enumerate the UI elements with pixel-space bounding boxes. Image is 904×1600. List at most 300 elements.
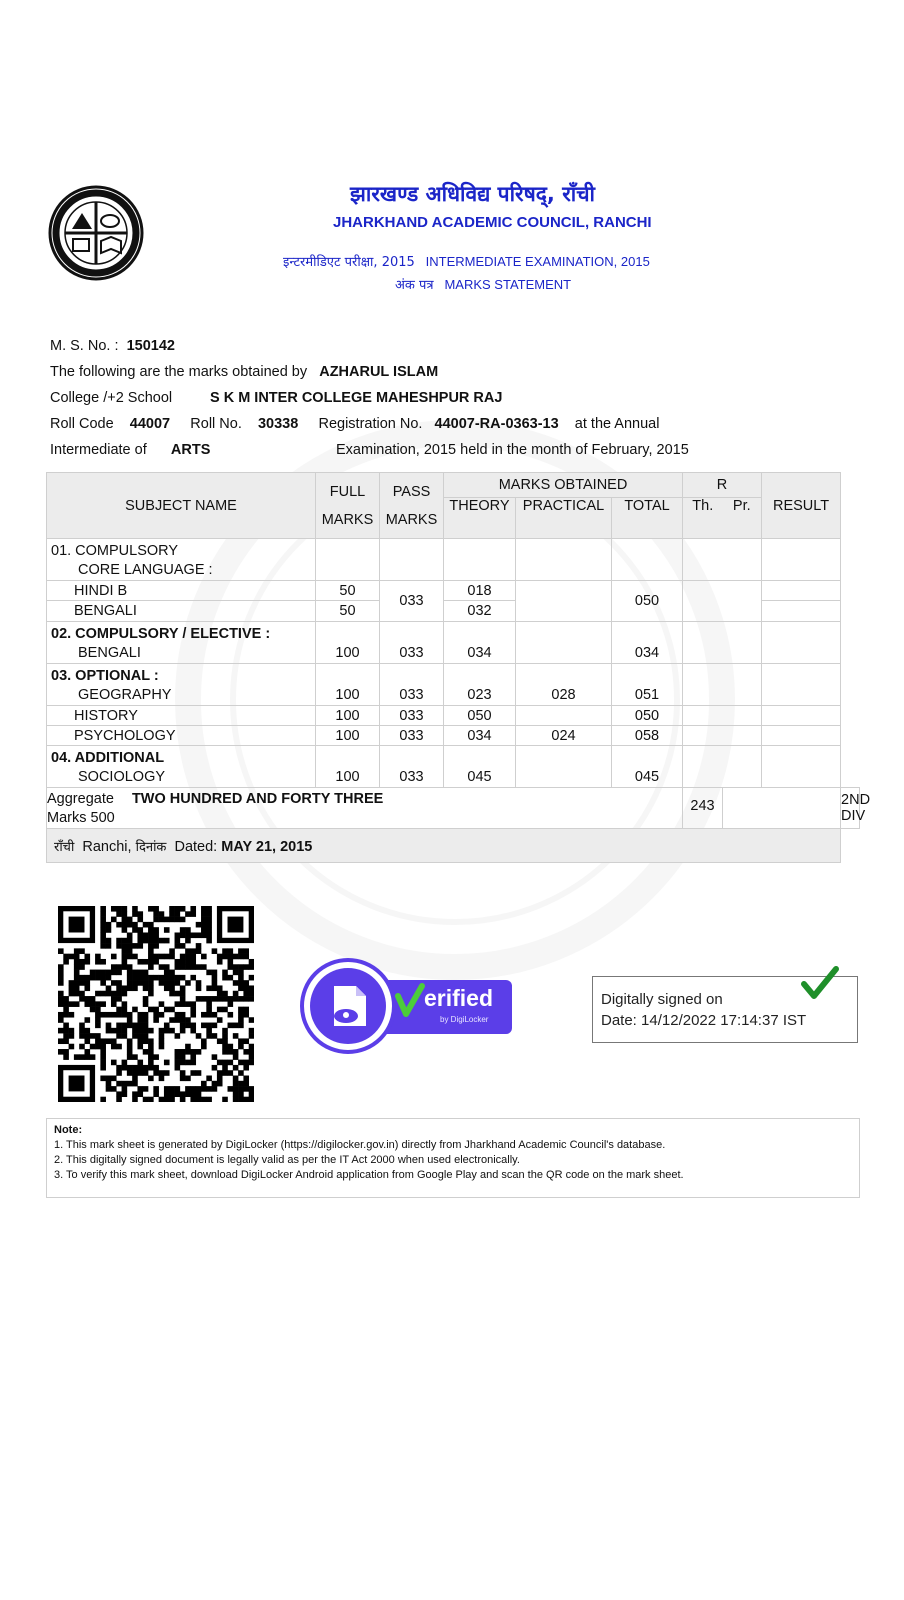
qr-module: [148, 954, 154, 960]
qr-module: [185, 927, 191, 933]
subject-name: SOCIOLOGY: [78, 769, 166, 785]
qr-module: [100, 1044, 106, 1050]
qr-module: [164, 980, 170, 986]
qr-module: [243, 1038, 249, 1044]
qr-module: [249, 1028, 254, 1034]
qr-module: [100, 927, 106, 933]
qr-module: [217, 1007, 223, 1013]
qr-module: [143, 1049, 149, 1055]
qr-module: [185, 980, 191, 986]
qr-module: [159, 975, 165, 981]
qr-module: [106, 1028, 112, 1034]
total-marks: 050: [612, 706, 683, 726]
qr-module: [175, 932, 181, 938]
header-total: TOTAL: [612, 498, 683, 539]
qr-module: [159, 1038, 165, 1044]
qr-module: [122, 1086, 128, 1092]
qr-module: [132, 1070, 138, 1076]
qr-module: [185, 1044, 191, 1050]
qr-module: [137, 1060, 143, 1066]
qr-module: [69, 1028, 75, 1034]
qr-module: [79, 996, 85, 1002]
qr-module: [201, 932, 207, 938]
qr-module: [164, 1028, 170, 1034]
qr-module: [153, 938, 159, 944]
qr-module: [100, 917, 106, 923]
qr-module: [148, 932, 154, 938]
qr-module: [206, 996, 212, 1002]
qr-module: [206, 917, 212, 923]
qr-module: [132, 975, 138, 981]
qr-module: [100, 1012, 106, 1018]
total-marks: 050: [612, 581, 683, 622]
qr-module: [111, 906, 117, 912]
qr-module: [175, 911, 181, 917]
qr-module: [148, 975, 154, 981]
header-marks-obtained: MARKS OBTAINED: [444, 473, 683, 498]
qr-module: [106, 1038, 112, 1044]
qr-module: [153, 975, 159, 981]
qr-module: [169, 985, 175, 991]
qr-module: [100, 1060, 106, 1066]
qr-module: [143, 1001, 149, 1007]
qr-module: [90, 1007, 96, 1013]
theory-marks: 034: [444, 622, 516, 664]
qr-module: [74, 991, 80, 997]
qr-module: [159, 980, 165, 986]
qr-module: [69, 1033, 75, 1039]
qr-module: [58, 996, 64, 1002]
qr-module: [95, 1012, 101, 1018]
group-compulsory: [47, 539, 316, 581]
qr-module: [137, 917, 143, 923]
qr-module: [190, 1060, 196, 1066]
qr-module: [116, 1007, 122, 1013]
qr-module: [84, 959, 90, 965]
qr-module: [228, 1023, 234, 1029]
total-marks: 034: [612, 622, 683, 664]
aggregate-row: [47, 788, 860, 829]
qr-module: [238, 1012, 244, 1018]
qr-module: [222, 1049, 228, 1055]
council-logo: [48, 185, 144, 281]
table-row: [47, 726, 860, 746]
group-1-title: 01. COMPULSORY: [51, 543, 179, 559]
exam-title-english: INTERMEDIATE EXAMINATION, 2015: [425, 254, 650, 269]
qr-module: [143, 1097, 149, 1102]
qr-module: [84, 996, 90, 1002]
qr-module: [201, 1044, 207, 1050]
qr-module: [137, 1065, 143, 1071]
dated-date: MAY 21, 2015: [221, 838, 313, 855]
qr-module: [180, 959, 186, 965]
qr-module: [164, 1091, 170, 1097]
qr-module: [153, 1065, 159, 1071]
qr-module: [143, 1086, 149, 1092]
qr-module: [212, 1081, 218, 1087]
stream: ARTS: [170, 442, 211, 458]
qr-module: [148, 906, 154, 912]
qr-module: [201, 911, 207, 917]
qr-module: [58, 964, 64, 970]
qr-module: [243, 964, 249, 970]
qr-module: [196, 943, 202, 949]
qr-module: [185, 938, 191, 944]
qr-module: [159, 1012, 165, 1018]
full-marks: 100: [316, 746, 380, 788]
qr-module: [116, 1044, 122, 1050]
note-line: 1. This mark sheet is generated by DigiLocker (https://digilocker.gov.in) directly from Jharkhand Academic Council's database.: [54, 1139, 666, 1151]
qr-module: [143, 1070, 149, 1076]
qr-module: [122, 1007, 128, 1013]
subject-name: BENGALI: [78, 645, 141, 661]
qr-module: [63, 1054, 69, 1060]
college-name: S K M INTER COLLEGE MAHESHPUR RAJ: [210, 390, 503, 406]
qr-module: [212, 985, 218, 991]
qr-module: [185, 1023, 191, 1029]
statement-title-hindi: अंक पत्र: [395, 278, 434, 293]
qr-module: [127, 1049, 133, 1055]
qr-module: [222, 1028, 228, 1034]
qr-module: [206, 922, 212, 928]
qr-module: [159, 911, 165, 917]
qr-module: [58, 970, 64, 976]
qr-module: [95, 991, 101, 997]
roll-code: 44007: [129, 416, 171, 432]
qr-module: [58, 1049, 64, 1055]
qr-module: [212, 996, 218, 1002]
table-row: [47, 746, 860, 788]
qr-module: [100, 980, 106, 986]
roll-no-label: Roll No.: [190, 416, 242, 432]
qr-module: [243, 1086, 249, 1092]
qr-module: [180, 917, 186, 923]
qr-module: [122, 954, 128, 960]
full-marks: 100: [316, 622, 380, 664]
ms-label: M. S. No. :: [50, 338, 119, 354]
qr-module: [190, 932, 196, 938]
qr-module: [148, 938, 154, 944]
qr-module: [63, 1007, 69, 1013]
qr-module: [69, 991, 75, 997]
qr-module: [95, 975, 101, 981]
qr-module: [190, 959, 196, 965]
roll-no: 30338: [257, 416, 299, 432]
qr-module: [63, 954, 69, 960]
qr-module: [201, 917, 207, 923]
qr-module: [79, 975, 85, 981]
qr-module: [190, 1070, 196, 1076]
qr-module: [116, 1012, 122, 1018]
qr-module: [233, 1076, 239, 1082]
aggregate-label: Aggregate: [47, 791, 114, 807]
qr-module: [95, 954, 101, 960]
header-r: R: [683, 473, 762, 498]
qr-module: [228, 1001, 234, 1007]
qr-module: [148, 922, 154, 928]
qr-module: [243, 1060, 249, 1066]
qr-module: [153, 932, 159, 938]
qr-code[interactable]: [58, 906, 254, 1102]
full-marks: 50: [316, 581, 380, 601]
qr-module: [63, 996, 69, 1002]
qr-module: [84, 1017, 90, 1023]
qr-module: [206, 938, 212, 944]
qr-module: [180, 975, 186, 981]
qr-module: [206, 1012, 212, 1018]
qr-module: [238, 954, 244, 960]
qr-module: [79, 1054, 85, 1060]
qr-module: [206, 1001, 212, 1007]
aggregate-total: 243: [683, 788, 723, 829]
qr-module: [132, 970, 138, 976]
qr-module: [90, 996, 96, 1002]
qr-module: [175, 943, 181, 949]
qr-module: [111, 1012, 117, 1018]
qr-module: [180, 1028, 186, 1034]
qr-module: [127, 932, 133, 938]
qr-module: [84, 1049, 90, 1055]
qr-module: [196, 985, 202, 991]
qr-module: [148, 1097, 154, 1102]
header-pass-marks: [380, 473, 444, 539]
qr-module: [106, 938, 112, 944]
qr-module: [249, 1086, 254, 1092]
qr-module: [238, 975, 244, 981]
qr-module: [169, 991, 175, 997]
qr-module: [217, 1060, 223, 1066]
qr-module: [116, 938, 122, 944]
qr-module: [127, 1023, 133, 1029]
group-3-cell: [47, 664, 316, 706]
qr-module: [111, 917, 117, 923]
qr-module: [143, 996, 149, 1002]
qr-module: [185, 948, 191, 954]
qr-module: [132, 943, 138, 949]
qr-module: [249, 996, 254, 1002]
qr-module: [180, 1091, 186, 1097]
qr-module: [190, 948, 196, 954]
qr-module: [164, 1070, 170, 1076]
group-4-title: 04. ADDITIONAL: [51, 750, 165, 766]
qr-module: [153, 917, 159, 923]
exam-title: [283, 252, 650, 270]
qr-module: [137, 970, 143, 976]
dated-row: [47, 829, 860, 863]
qr-module: [196, 1070, 202, 1076]
theory-marks: 050: [444, 706, 516, 726]
qr-module: [143, 959, 149, 965]
signature-date: 14/12/2022 17:14:37 IST: [641, 1012, 807, 1029]
qr-module: [95, 1033, 101, 1039]
qr-module: [132, 1091, 138, 1097]
qr-module: [206, 1097, 212, 1102]
qr-module: [185, 1049, 191, 1055]
theory-marks: 045: [444, 746, 516, 788]
qr-module: [180, 996, 186, 1002]
qr-module: [206, 970, 212, 976]
pass-marks: 033: [380, 622, 444, 664]
aggregate-cell: [47, 788, 683, 829]
qr-module: [233, 1091, 239, 1097]
qr-module: [79, 980, 85, 986]
qr-module: [74, 1054, 80, 1060]
qr-module: [180, 1076, 186, 1082]
qr-module: [95, 1044, 101, 1050]
qr-module: [111, 1001, 117, 1007]
qr-module: [127, 1017, 133, 1023]
qr-module: [111, 1076, 117, 1082]
qr-module: [243, 1049, 249, 1055]
qr-module: [164, 970, 170, 976]
qr-module: [148, 927, 154, 933]
qr-finder: [69, 1076, 85, 1092]
qr-module: [69, 1012, 75, 1018]
qr-module: [169, 906, 175, 912]
qr-module: [100, 1065, 106, 1071]
qr-module: [84, 985, 90, 991]
qr-module: [153, 1086, 159, 1092]
qr-module: [190, 906, 196, 912]
dated-cell: [47, 829, 841, 863]
qr-module: [249, 1017, 254, 1023]
qr-module: [143, 985, 149, 991]
qr-module: [132, 1097, 138, 1102]
qr-module: [153, 1091, 159, 1097]
qr-module: [137, 911, 143, 917]
qr-module: [58, 1038, 64, 1044]
aggregate-words: TWO HUNDRED AND FORTY THREE: [131, 791, 384, 807]
qr-module: [169, 1017, 175, 1023]
qr-module: [233, 1033, 239, 1039]
qr-module: [175, 1001, 181, 1007]
practical-marks: 028: [516, 664, 612, 706]
qr-module: [233, 1081, 239, 1087]
qr-module: [132, 1007, 138, 1013]
qr-module: [100, 975, 106, 981]
qr-module: [185, 1086, 191, 1092]
exam-held-text: Examination, 2015 held in the month of February, 2015: [336, 442, 689, 458]
qr-module: [249, 1044, 254, 1050]
qr-module: [212, 975, 218, 981]
qr-module: [249, 959, 254, 965]
qr-module: [63, 1049, 69, 1055]
qr-module: [217, 1070, 223, 1076]
pass-marks: 033: [380, 664, 444, 706]
qr-module: [233, 1065, 239, 1071]
pass-marks: 033: [380, 726, 444, 746]
qr-module: [137, 1044, 143, 1050]
qr-module: [106, 1023, 112, 1029]
stream-line: [50, 442, 210, 458]
qr-module: [185, 932, 191, 938]
qr-module: [132, 1076, 138, 1082]
qr-module: [127, 922, 133, 928]
qr-module: [148, 1044, 154, 1050]
qr-module: [190, 964, 196, 970]
statement-title-english: MARKS STATEMENT: [444, 277, 572, 292]
qr-module: [148, 1054, 154, 1060]
full-marks: 100: [316, 664, 380, 706]
qr-module: [233, 964, 239, 970]
qr-module: [122, 991, 128, 997]
college-label: College /+2 School: [50, 390, 173, 406]
qr-module: [243, 948, 249, 954]
following-label: The following are the marks obtained by: [50, 364, 308, 380]
qr-module: [106, 991, 112, 997]
qr-module: [222, 1070, 228, 1076]
qr-module: [249, 1054, 254, 1060]
qr-module: [122, 1081, 128, 1087]
qr-module: [159, 1001, 165, 1007]
qr-module: [127, 1054, 133, 1060]
table-row: [47, 622, 860, 664]
qr-module: [148, 1065, 154, 1071]
pass-marks: 033: [380, 706, 444, 726]
qr-module: [249, 1060, 254, 1066]
qr-module: [175, 980, 181, 986]
qr-module: [175, 906, 181, 912]
qr-module: [164, 1023, 170, 1029]
qr-module: [84, 1001, 90, 1007]
header-full-marks: [316, 473, 380, 539]
subject-name: HINDI B: [47, 581, 316, 601]
qr-module: [148, 980, 154, 986]
qr-module: [180, 1049, 186, 1055]
qr-module: [100, 1097, 106, 1102]
qr-module: [185, 1091, 191, 1097]
qr-module: [169, 1086, 175, 1092]
qr-module: [132, 906, 138, 912]
qr-module: [228, 954, 234, 960]
qr-module: [185, 1001, 191, 1007]
qr-module: [222, 954, 228, 960]
qr-module: [122, 1033, 128, 1039]
qr-module: [201, 1086, 207, 1092]
qr-module: [249, 1049, 254, 1055]
qr-module: [190, 1097, 196, 1102]
qr-module: [159, 1097, 165, 1102]
qr-module: [201, 922, 207, 928]
qr-module: [222, 1033, 228, 1039]
qr-module: [233, 954, 239, 960]
qr-module: [148, 991, 154, 997]
qr-module: [137, 932, 143, 938]
qr-module: [100, 970, 106, 976]
qr-module: [132, 1028, 138, 1034]
header-pass-2: MARKS: [385, 511, 438, 528]
qr-module: [111, 980, 117, 986]
qr-module: [169, 1091, 175, 1097]
qr-module: [116, 996, 122, 1002]
qr-module: [106, 970, 112, 976]
theory-marks: 018: [444, 581, 516, 601]
qr-module: [127, 964, 133, 970]
header-th: Th.: [683, 498, 723, 539]
qr-module: [228, 964, 234, 970]
qr-module: [175, 964, 181, 970]
qr-module: [180, 927, 186, 933]
qr-module: [63, 1033, 69, 1039]
qr-module: [212, 1023, 218, 1029]
qr-module: [143, 1028, 149, 1034]
qr-module: [132, 985, 138, 991]
qr-module: [122, 917, 128, 923]
total-marks: 045: [612, 746, 683, 788]
qr-module: [190, 1001, 196, 1007]
qr-module: [233, 980, 239, 986]
qr-module: [175, 991, 181, 997]
